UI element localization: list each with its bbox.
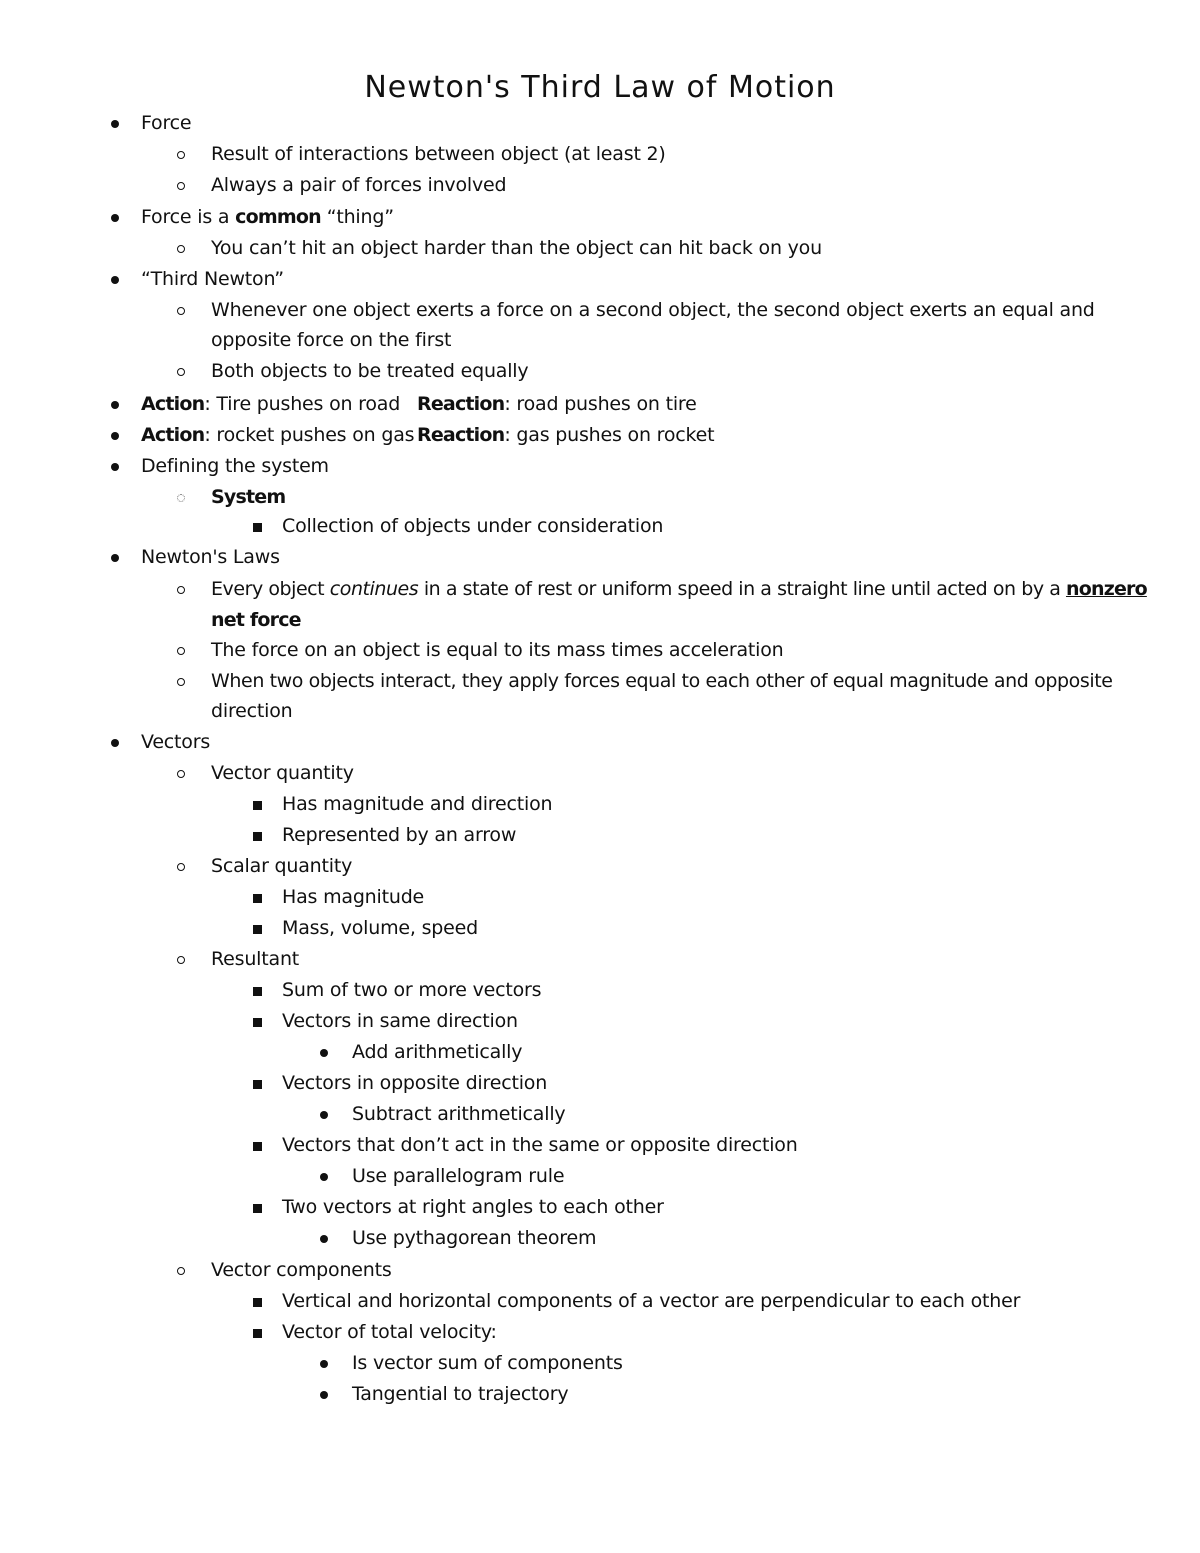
bold-term: Action: [141, 424, 205, 446]
note-vq1: Has magnitude and direction: [282, 793, 553, 815]
note-system-def: Defining the system: [141, 455, 329, 477]
text-segment: : road pushes on tire: [504, 393, 697, 415]
bullet-disc-icon: [320, 1111, 328, 1119]
bullet-disc-icon: [111, 401, 119, 409]
note-reaction1: [417, 391, 697, 417]
note-action2: [141, 422, 414, 448]
note-common: [141, 204, 394, 230]
bullet-circle-icon: [177, 368, 185, 376]
note-system: System: [211, 486, 286, 508]
note-vc2a: Is vector sum of components: [352, 1352, 623, 1374]
bullet-circle-icon: [177, 956, 185, 964]
bold-term: common: [235, 206, 321, 228]
note-laws: Newton's Laws: [141, 546, 280, 568]
note-third: “Third Newton”: [141, 268, 284, 290]
note-vq2: Represented by an arrow: [282, 824, 517, 846]
bullet-square-icon: [253, 832, 262, 841]
bullet-disc-icon: [111, 463, 119, 471]
bullet-disc-icon: [111, 554, 119, 562]
bullet-square-icon: [253, 894, 262, 903]
bullet-disc-icon: [320, 1173, 328, 1181]
bullet-circle-icon: [177, 182, 185, 190]
note-res2: Vectors in same direction: [282, 1010, 518, 1032]
note-scalar-quantity: Scalar quantity: [211, 855, 353, 877]
note-law3a: When two objects interact, they apply forces equal to each other of equal magnitude and opposite: [211, 670, 1113, 692]
note-vector-components: Vector components: [211, 1259, 392, 1281]
bullet-square-icon: [253, 1080, 262, 1089]
note-res5: Two vectors at right angles to each other: [282, 1196, 664, 1218]
note-law1-cont: net force: [211, 609, 301, 631]
note-force-sub1: Result of interactions between object (at least 2): [211, 143, 666, 165]
note-vc2b: Tangential to trajectory: [352, 1383, 569, 1405]
text-segment: Every object: [211, 578, 330, 600]
bullet-square-icon: [253, 925, 262, 934]
bullet-disc-icon: [111, 120, 119, 128]
bullet-square-icon: [253, 1329, 262, 1338]
note-third-sub1b: opposite force on the first: [211, 329, 452, 351]
bullet-circle-icon: [177, 770, 185, 778]
bold-term: Reaction: [417, 393, 505, 415]
bullet-square-icon: [253, 1018, 262, 1027]
bullet-disc-icon: [111, 276, 119, 284]
text-segment: in a state of rest or uniform speed in a straight line until acted on by a: [418, 578, 1066, 600]
bullet-square-icon: [253, 987, 262, 996]
note-reaction2: [417, 422, 714, 448]
bullet-circle-icon: [177, 678, 185, 686]
note-vc1: Vertical and horizontal components of a vector are perpendicular to each other: [282, 1290, 1021, 1312]
note-res2a: Add arithmetically: [352, 1041, 523, 1063]
note-res1: Sum of two or more vectors: [282, 979, 542, 1001]
bullet-circle-icon: [177, 151, 185, 159]
note-res4: Vectors that don’t act in the same or opposite direction: [282, 1134, 798, 1156]
bullet-circle-icon: [177, 494, 185, 502]
text-segment: Force is a: [141, 206, 236, 228]
bullet-circle-icon: [177, 245, 185, 253]
note-sq1: Has magnitude: [282, 886, 425, 908]
bullet-square-icon: [253, 1204, 262, 1213]
note-force: Force: [141, 112, 192, 134]
italic-term: continues: [329, 578, 419, 600]
note-resultant: Resultant: [211, 948, 300, 970]
note-force-sub2: Always a pair of forces involved: [211, 174, 507, 196]
note-action1: [141, 391, 400, 417]
note-res5a: Use pythagorean theorem: [352, 1227, 597, 1249]
note-res3a: Subtract arithmetically: [352, 1103, 566, 1125]
bullet-circle-icon: [177, 586, 185, 594]
text-segment: : gas pushes on rocket: [504, 424, 715, 446]
text-segment: “thing”: [320, 206, 394, 228]
bullet-disc-icon: [111, 739, 119, 747]
bullet-circle-icon: [177, 1267, 185, 1275]
note-law1: [211, 576, 1147, 602]
bullet-disc-icon: [320, 1360, 328, 1368]
bullet-circle-icon: [177, 307, 185, 315]
text-segment: : Tire pushes on road: [204, 393, 401, 415]
note-third-sub2: Both objects to be treated equally: [211, 360, 529, 382]
bold-term: Reaction: [417, 424, 505, 446]
bullet-square-icon: [253, 801, 262, 810]
bullet-circle-icon: [177, 863, 185, 871]
bullet-disc-icon: [111, 432, 119, 440]
bullet-disc-icon: [111, 214, 119, 222]
bold-term: Action: [141, 393, 205, 415]
note-vectors: Vectors: [141, 731, 211, 753]
note-sq2: Mass, volume, speed: [282, 917, 478, 939]
note-third-sub1a: Whenever one object exerts a force on a second object, the second object exerts an equal and: [211, 299, 1095, 321]
bullet-disc-icon: [320, 1391, 328, 1399]
bullet-disc-icon: [320, 1049, 328, 1057]
note-common-sub1: You can’t hit an object harder than the object can hit back on you: [211, 237, 822, 259]
bold-underlined-term: nonzero: [1065, 578, 1147, 600]
bullet-square-icon: [253, 523, 262, 532]
note-law3b: direction: [211, 700, 293, 722]
note-law2: The force on an object is equal to its mass times acceleration: [211, 639, 784, 661]
note-res3: Vectors in opposite direction: [282, 1072, 548, 1094]
page-title: Newton's Third Law of Motion: [364, 70, 836, 105]
bullet-disc-icon: [320, 1235, 328, 1243]
bullet-square-icon: [253, 1298, 262, 1307]
note-system-sub: Collection of objects under consideration: [282, 515, 664, 537]
note-vc2: Vector of total velocity:: [282, 1321, 497, 1343]
note-res4a: Use parallelogram rule: [352, 1165, 565, 1187]
text-segment: : rocket pushes on gas: [204, 424, 415, 446]
bullet-circle-icon: [177, 647, 185, 655]
bullet-square-icon: [253, 1142, 262, 1151]
note-vector-quantity: Vector quantity: [211, 762, 354, 784]
